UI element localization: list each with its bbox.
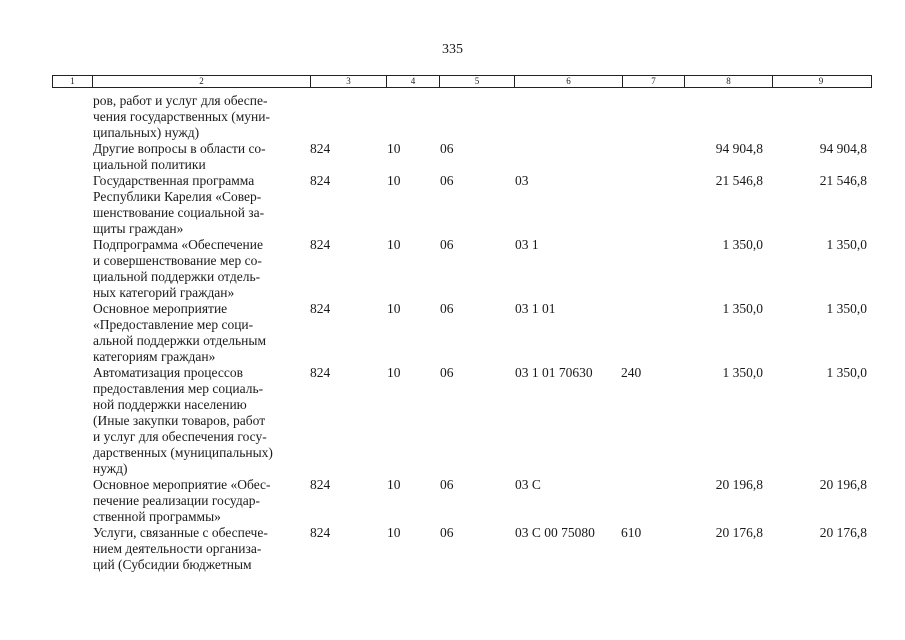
target-article-code: 03 С (515, 477, 541, 492)
table-row (0, 237, 905, 301)
section-code: 10 (387, 141, 401, 156)
amount-year-1: 1 350,0 (722, 237, 763, 252)
subsection-code: 06 (440, 525, 454, 540)
subsection-code: 06 (440, 173, 454, 188)
subsection-code: 06 (440, 365, 454, 380)
expense-type-code: 240 (621, 365, 642, 380)
department-code: 824 (310, 301, 331, 316)
amount-year-1: 1 350,0 (722, 301, 763, 316)
row-name-line: Основное мероприятие (93, 301, 228, 316)
amount-year-2: 20 196,8 (819, 477, 867, 492)
section-code: 10 (387, 237, 401, 252)
column-header-1: 1 (53, 76, 93, 87)
row-name-line: Автоматизация процессов (93, 365, 243, 380)
section-code: 10 (387, 525, 401, 540)
table-row (0, 477, 905, 525)
row-name-line: (Иные закупки товаров, работ (93, 413, 266, 428)
amount-year-2: 94 904,8 (819, 141, 867, 156)
subsection-code: 06 (440, 237, 454, 252)
section-code: 10 (387, 301, 401, 316)
subsection-code: 06 (440, 301, 454, 316)
page-number: 335 (442, 42, 463, 57)
table-row (0, 525, 905, 573)
row-name-line: категориям граждан» (93, 349, 216, 364)
column-header-2: 2 (93, 76, 311, 87)
row-name-line: Республики Карелия «Совер- (93, 189, 262, 204)
row-name-line: «Предоставление мер соци- (93, 317, 254, 332)
amount-year-2: 1 350,0 (826, 365, 867, 380)
row-name-line: ров, работ и услуг для обеспе- (93, 93, 268, 108)
row-name-line: циальной поддержки отдель- (93, 269, 261, 284)
row-name-line: и услуг для обеспечения госу- (93, 429, 267, 444)
row-name-line: чения государственных (муни- (93, 109, 270, 124)
department-code: 824 (310, 237, 331, 252)
row-name-line: циальной политики (93, 157, 206, 172)
row-name (93, 525, 308, 573)
row-name-line: Услуги, связанные с обеспече- (93, 525, 268, 540)
amount-year-2: 1 350,0 (826, 301, 867, 316)
row-name-line: альной поддержки отдельным (93, 333, 267, 348)
column-header-3: 3 (311, 76, 387, 87)
column-header-6: 6 (515, 76, 623, 87)
row-name (93, 237, 308, 301)
column-number-header (52, 75, 872, 88)
row-name (93, 173, 308, 237)
amount-year-1: 20 196,8 (715, 477, 763, 492)
row-name-line: Государственная программа (93, 173, 255, 188)
row-name (93, 93, 308, 141)
amount-year-2: 1 350,0 (826, 237, 867, 252)
row-name-line: и совершенствование мер со- (93, 253, 262, 268)
row-name-line: ций (Субсидии бюджетным (93, 557, 252, 572)
column-header-8: 8 (685, 76, 773, 87)
column-header-7: 7 (623, 76, 685, 87)
expense-type-code: 610 (621, 525, 642, 540)
table-row (0, 301, 905, 365)
amount-year-1: 94 904,8 (715, 141, 763, 156)
row-name-line: шенствование социальной за- (93, 205, 265, 220)
row-name-line: Подпрограмма «Обеспечение (93, 237, 263, 252)
target-article-code: 03 (515, 173, 529, 188)
row-name-line: ных категорий граждан» (93, 285, 235, 300)
department-code: 824 (310, 477, 331, 492)
section-code: 10 (387, 173, 401, 188)
row-name-line: дарственных (муниципальных) (93, 445, 273, 460)
department-code: 824 (310, 525, 331, 540)
amount-year-2: 21 546,8 (819, 173, 867, 188)
table-row (0, 93, 905, 141)
column-header-5: 5 (440, 76, 515, 87)
section-code: 10 (387, 365, 401, 380)
department-code: 824 (310, 141, 331, 156)
amount-year-1: 1 350,0 (722, 365, 763, 380)
row-name-line: ципальных) нужд) (93, 125, 200, 140)
row-name-line: нужд) (93, 461, 128, 476)
row-name (93, 301, 308, 365)
row-name-line: Другие вопросы в области со- (93, 141, 266, 156)
table-row (0, 365, 905, 477)
amount-year-1: 20 176,8 (715, 525, 763, 540)
amount-year-2: 20 176,8 (819, 525, 867, 540)
column-header-9: 9 (818, 76, 824, 86)
target-article-code: 03 1 01 70630 (515, 365, 593, 380)
target-article-code: 03 С 00 75080 (515, 525, 595, 540)
row-name-line: нием деятельности организа- (93, 541, 262, 556)
subsection-code: 06 (440, 477, 454, 492)
column-header-4: 4 (387, 76, 440, 87)
subsection-code: 06 (440, 141, 454, 156)
budget-table-body (0, 93, 905, 573)
table-row (0, 141, 905, 173)
row-name-line: ственной программы» (93, 509, 221, 524)
amount-year-1: 21 546,8 (715, 173, 763, 188)
row-name-line: печение реализации государ- (93, 493, 260, 508)
row-name-line: Основное мероприятие «Обес- (93, 477, 271, 492)
row-name-line: предоставления мер социаль- (93, 381, 264, 396)
section-code: 10 (387, 477, 401, 492)
row-name-line: щиты граждан» (93, 221, 184, 236)
table-row (0, 173, 905, 237)
row-name (93, 141, 308, 173)
row-name (93, 365, 308, 477)
row-name (93, 477, 308, 525)
target-article-code: 03 1 01 (515, 301, 556, 316)
target-article-code: 03 1 (515, 237, 539, 252)
department-code: 824 (310, 173, 331, 188)
department-code: 824 (310, 365, 331, 380)
row-name-line: ной поддержки населению (93, 397, 247, 412)
